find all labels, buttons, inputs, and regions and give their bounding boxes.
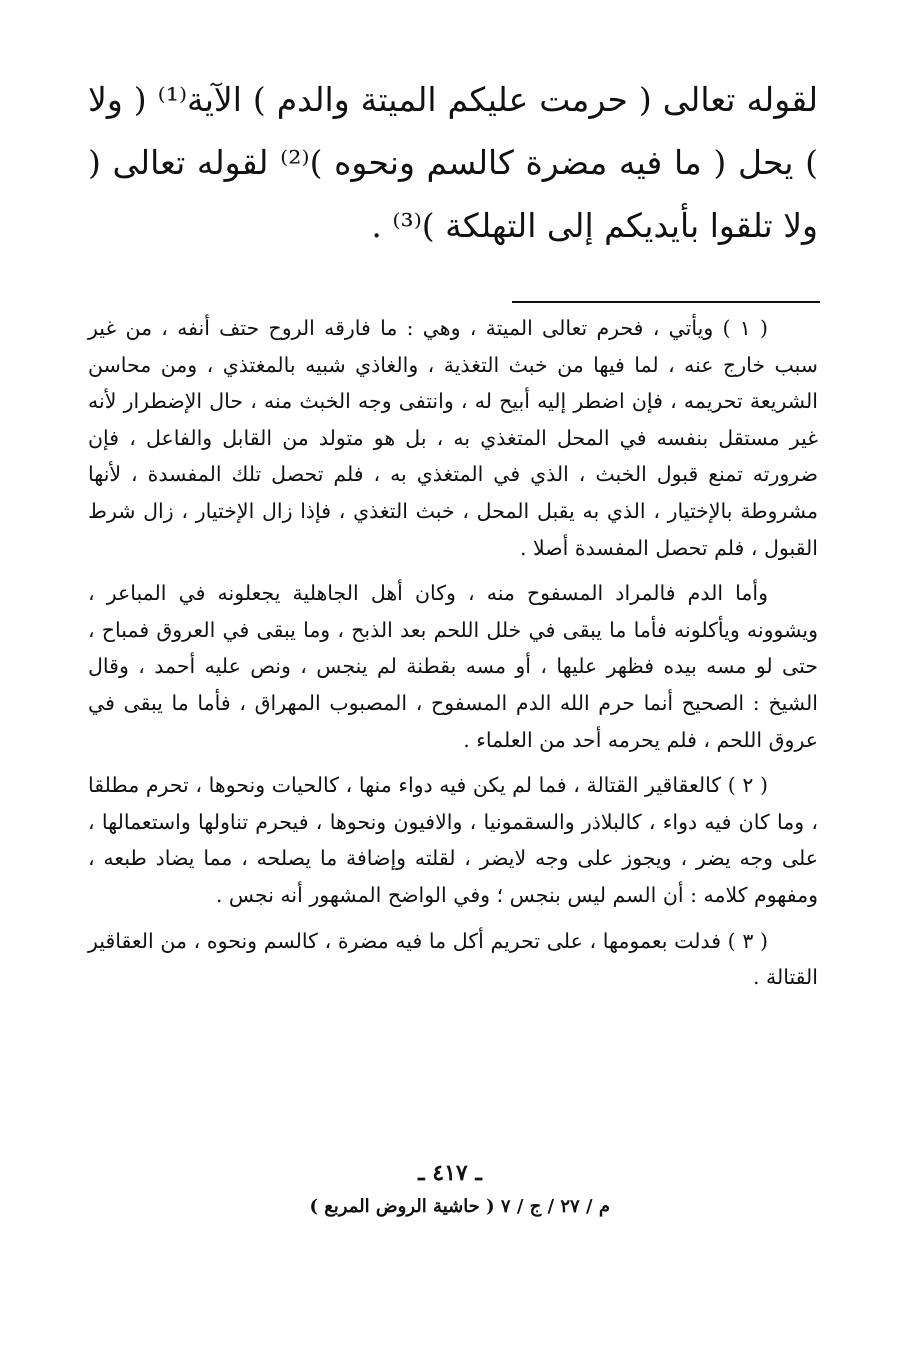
- footnote-1-continued: وأما الدم فالمراد المسفوح منه ، وكان أهل الجاهلية يجعلونه في المباعر ، ويشوونه ويأكلونه فأما ما يبقى في خلل اللحم بعد الذبح ، وما يبقى في العروق فمباح ، حتى لو مسه بيده فظهر عليها ، أو مسه بقطنة لم ينجس ، ونص عليه أحمد ، وقال الشيخ : الصحيح أنما حرم الله الدم المسفوح ، المصبوب المهراق ، فأما ما يبقى في عروق اللحم ، فلم يحرمه أحد من العلماء .: [88, 581, 818, 752]
- main-text-line: تلقوا بأيديكم إلى التهلكة )⁽³⁾ .: [371, 206, 773, 245]
- main-text-line: لقوله تعالى ( حرمت عليكم الميتة والدم ) الآية⁽¹⁾ ( ولا ): [88, 80, 819, 182]
- footnote-3: ( ٣ ) فدلت بعمومها ، على تحريم أكل ما فيه مضرة ، كالسم ونحوه ، من العقاقير القتالة .: [88, 928, 818, 990]
- footnote-separator: [512, 301, 820, 303]
- main-text-block: [88, 68, 818, 257]
- footnotes-block: [88, 310, 818, 996]
- footnote-2: ( ٢ ) كالعقاقير القتالة ، فما لم يكن فيه دواء منها ، كالحيات ونحوها ، تحرم مطلقا ، وما كان فيه دواء ، كالبلاذر والسقمونيا ، والافيون ونحوها ، فيحرم تناولها واستعمالها ، على وجه يضر ، ويجوز على وجه لايضر ، لقلته وإضافة ما يصلحه ، مما يضاد طبعه ، ومفهوم كلامه : أن السم ليس بنجس ؛ وفي الواضح المشهور أنه نجس .: [88, 773, 818, 907]
- page-number: ـ ٤١٧ ـ: [418, 1160, 482, 1186]
- main-text-line: يحل ( ما فيه مضرة كالسم ونحوه )⁽²⁾ لقوله تعالى ( ولا: [88, 143, 818, 245]
- footnote-1: ( ١ ) ويأتي ، فحرم تعالى الميتة ، وهي : ما فارقه الروح حتف أنفه ، من غير سبب خارج عنه ، لما فيها من خبث التغذية ، والغاذي شبيه بالمغتذي ، ومن محاسن الشريعة تحريمه ، فإن اضطر إليه أبيح له ، وانتفى وجه الخبث منه ، حال الإضطرار لأنه غير مستقل بنفسه في المحل المتغذي به ، بل هو متولد من القابل والفاعل ، فإن ضرورته تمنع قبول الخبث ، الذي في المتغذي به ، فلم تحصل تلك المفسدة ، لأنها مشروطة بالإختيار ، الذي به يقبل المحل ، خبث التغذي ، فإذا زال الإختيار ، زال شرط القبول ، فلم تحصل المفسدة أصلا .: [88, 316, 818, 560]
- printer-signature: م / ٢٧ / ج / ٧ ( حاشية الروض المربع ): [309, 1196, 610, 1217]
